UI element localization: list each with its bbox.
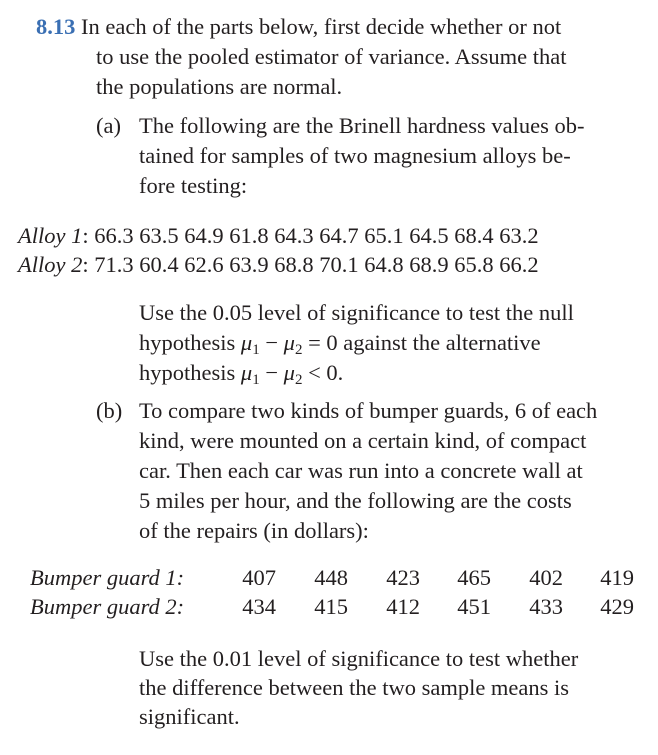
part-a-label: (a): [96, 113, 121, 138]
alloy-value: 68.4: [454, 223, 494, 248]
bumper-value: 429: [600, 594, 634, 619]
bumper-value: 412: [386, 594, 420, 619]
alloy-value: 65.1: [364, 223, 404, 248]
alloy-value: 64.5: [409, 223, 449, 248]
intro-line-1: In each of the parts below, first decide whether or not: [81, 14, 562, 39]
bumper-value: 407: [242, 565, 276, 590]
alloy-value: 70.1: [319, 252, 359, 277]
alloy-value: 64.8: [364, 252, 404, 277]
bumper-value: 419: [600, 565, 634, 590]
mu-symbol: μ: [240, 330, 253, 355]
mu-symbol: μ: [240, 360, 253, 385]
bumper-value: 451: [457, 594, 491, 619]
alloy-value: 66.3: [94, 223, 134, 248]
bumper-value: 434: [242, 594, 276, 619]
alloy-row-1: Alloy 1: 66.3 63.5 64.9 61.8 64.3 64.7 65.1 64.5 68.4 63.2: [18, 223, 539, 248]
alloy-value: 64.3: [274, 223, 314, 248]
part-b-line-5: of the repairs (in dollars):: [139, 518, 369, 543]
alloy-value: 65.8: [454, 252, 494, 277]
bumper-value: 423: [386, 565, 420, 590]
part-b-final-line-1: Use the 0.01 level of significance to test whether: [139, 646, 579, 671]
alloy-1-name: Alloy 1: [18, 223, 83, 248]
alloy-value: 68.8: [274, 252, 314, 277]
part-b-final-line-3: significant.: [139, 704, 240, 729]
part-a-line-3: fore testing:: [139, 173, 248, 198]
part-a-line-1: The following are the Brinell hardness values ob-: [139, 113, 585, 138]
bumper-value: 402: [529, 565, 563, 590]
bumper-value: 433: [529, 594, 563, 619]
part-a-test-line-2: hypothesis $\mu_1 - \mu_2 = 0$ against the alternative: [139, 330, 541, 358]
part-b-line-1: To compare two kinds of bumper guards, 6 of each: [139, 398, 598, 423]
bumper-value: 465: [457, 565, 491, 590]
problem-header: [36, 12, 561, 42]
alloy-value: 71.3: [94, 252, 134, 277]
bumper-value: 448: [314, 565, 348, 590]
alloy-value: 66.2: [499, 252, 539, 277]
bumper-guard-2-label: Bumper guard 2:: [30, 594, 185, 619]
alloy-2-name: Alloy 2: [18, 252, 83, 277]
part-b-line-4: 5 miles per hour, and the following are the costs: [139, 488, 572, 513]
alloy-value: 63.5: [139, 223, 179, 248]
problem-number: 8.13: [36, 14, 76, 39]
intro-line-3: the populations are normal.: [96, 74, 343, 99]
alloy-value: 68.9: [409, 252, 449, 277]
part-b-label: (b): [96, 398, 123, 423]
mu-symbol: μ: [283, 330, 295, 355]
part-b-line-3: car. Then each car was run into a concrete wall at: [139, 458, 583, 483]
part-a-test-line-1: Use the 0.05 level of significance to test the null: [139, 300, 574, 325]
alloy-value: 61.8: [229, 223, 269, 248]
intro-line-2: to use the pooled estimator of variance. Assume that: [96, 44, 567, 69]
bumper-guard-1-label: Bumper guard 1:: [30, 565, 185, 590]
alloy-value: 64.7: [319, 223, 359, 248]
alloy-value: 62.6: [184, 252, 224, 277]
part-b-final-line-2: the difference between the two sample means is: [139, 675, 570, 700]
alloy-value: 64.9: [184, 223, 224, 248]
part-a-line-2: tained for samples of two magnesium alloys be-: [139, 143, 571, 168]
alloy-value: 63.2: [499, 223, 539, 248]
part-a-test-line-3: hypothesis $\mu_1 - \mu_2 < 0$.: [139, 360, 344, 388]
part-b-line-2: kind, were mounted on a certain kind, of compact: [139, 428, 587, 453]
alloy-row-2: Alloy 2: 71.3 60.4 62.6 63.9 68.8 70.1 64.8 68.9 65.8 66.2: [18, 252, 539, 277]
alloy-value: 60.4: [139, 252, 179, 277]
alloy-value: 63.9: [229, 252, 269, 277]
mu-symbol: μ: [283, 360, 295, 385]
bumper-value: 415: [314, 594, 348, 619]
